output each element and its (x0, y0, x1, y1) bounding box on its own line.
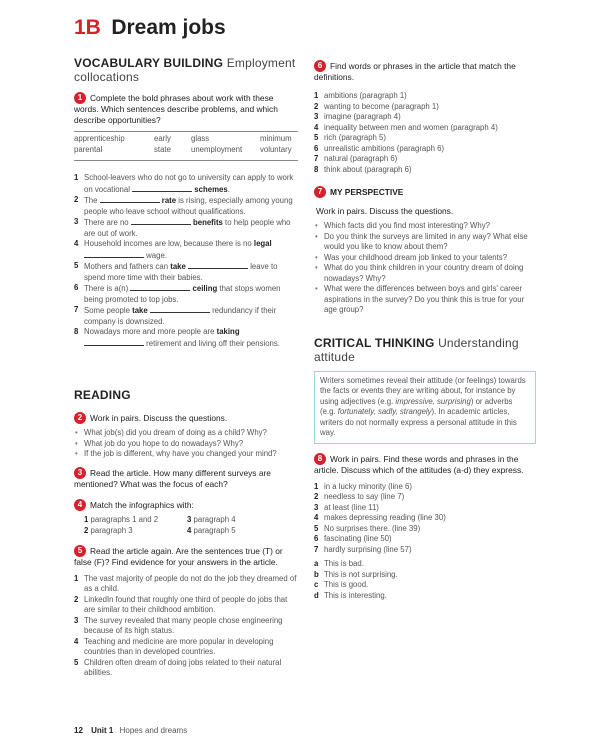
word: unemployment (191, 145, 243, 154)
list-item: 1 School-leavers who do not go to university can apply to work on vocational schemes. (74, 173, 294, 194)
footer-unit: Unit 1 (91, 726, 114, 735)
my-perspective-heading: 7 MY PERSPECTIVE (314, 186, 536, 198)
list-item: • Was your childhood dream job linked to your talents? (314, 253, 536, 264)
unit-heading (74, 16, 226, 40)
vocab-subtitle: Employment (226, 56, 296, 70)
list-item: 2 needless to say (line 7) (314, 492, 405, 501)
exercise-number-badge: 7 (314, 186, 326, 198)
attitude-phrases-list (314, 482, 536, 556)
reading-section (74, 388, 298, 679)
perspective-questions (314, 221, 536, 316)
list-item: 4 Teaching and medicine are more popular in developing countries than in developed countries. (74, 636, 274, 656)
list-item: • What were the differences between boys and girls' career aspirations in the survey? Do you think this is true for your age group? (314, 284, 536, 316)
word: state (154, 145, 171, 154)
exercise-number-badge: 5 (74, 545, 86, 557)
infographic-match-list (74, 515, 298, 539)
page-footer (74, 726, 187, 735)
word: minimum (260, 134, 292, 143)
list-item: 5 Children often dream of doing jobs related to their natural abilities. (74, 657, 282, 677)
list-item: 5 No surprises there. (line 39) (314, 523, 421, 533)
list-item: b This is not surprising. (314, 569, 398, 579)
reading-title: READING (74, 388, 131, 402)
list-item: 7 Some people take redundancy if their company is downsized. (74, 305, 277, 326)
list-item: 3 paragraph 4 (187, 514, 236, 524)
list-item: 2 paragraph 3 (84, 525, 133, 535)
vocab-subtitle2: collocations (74, 70, 140, 84)
vocab-title: VOCABULARY BUILDING (74, 56, 224, 70)
list-item: • If the job is different, why have you changed your mind? (74, 449, 298, 460)
list-item: • Do you think the surveys are limited in any way? What else would you like to know about them? (314, 232, 536, 253)
word: early (154, 134, 171, 143)
exercise-3-instruction: 3 Read the article. How many different surveys are mentioned? What was the focus of each? (74, 467, 271, 489)
exercise-1-instruction: 1 Complete the bold phrases about work with these words. Which sentences describe problems, and which describe opportunities? (74, 93, 278, 125)
list-item: 4 paragraph 5 (187, 525, 236, 535)
page-title: Dream jobs (111, 16, 226, 39)
exercise-8-instruction: 8 Work in pairs. Find these words and phrases in the article. Discuss which of the attitudes (a-d) they express. (314, 453, 524, 475)
list-item: d This is interesting. (314, 590, 387, 600)
list-item: 1 paragraphs 1 and 2 (84, 514, 159, 524)
list-item: 6 unrealistic ambitions (paragraph 6) (314, 143, 445, 153)
exercise-number-badge: 1 (74, 92, 86, 104)
list-item: • Which facts did you find most interesting? Why? (314, 221, 536, 232)
vocab-sentences-list (74, 173, 298, 349)
list-item: 6 There is a(n) ceiling that stops women being promoted to top jobs. (74, 283, 281, 304)
right-column (314, 60, 536, 601)
footer-title: Hopes and dreams (119, 726, 188, 735)
page-number: 12 (74, 726, 83, 735)
list-item: 1 ambitions (paragraph 1) (314, 91, 407, 100)
list-item: 2 The rate is rising, especially among young people who leave school without qualifications. (74, 195, 293, 216)
exercise-7-instruction: Work in pairs. Discuss the questions. (316, 206, 454, 216)
list-item: 1 The vast majority of people do not do the job they dreamed of as a child. (74, 573, 297, 593)
word: apprenticeship (74, 134, 125, 143)
exercise-2-instruction: 2 Work in pairs. Discuss the questions. (74, 412, 298, 424)
list-item: • What do you think children in your country dream of doing nowadays? Why? (314, 263, 536, 284)
exercise-number-badge: 2 (74, 412, 86, 424)
exercise-6-instruction: 6 Find words or phrases in the article that match the definitions. (314, 61, 516, 82)
list-item: 8 Nowadays more and more people are taking retirement and living off their pensions. (74, 327, 280, 348)
critical-thinking-heading: CRITICAL THINKING Understanding attitude (314, 335, 519, 364)
attitudes-list (314, 559, 536, 601)
list-item: 4 inequality between men and women (paragraph 4) (314, 122, 498, 132)
list-item: 3 The survey revealed that many people chose engineering because of its high status. (74, 615, 283, 635)
list-item: c This is good. (314, 580, 369, 589)
list-item: 4 Household incomes are low, because there is no legal wage. (74, 239, 272, 260)
list-item: 5 Mothers and fathers can take leave to spend more time with their babies. (74, 261, 278, 282)
list-item: a This is bad. (314, 559, 364, 568)
list-item: 1 in a lucky minority (line 6) (314, 481, 412, 491)
exercise-5-instruction: 5 Read the article again. Are the sentences true (T) or false (F)? Find evidence for your answers in the article. (74, 545, 283, 567)
list-item: 3 at least (line 11) (314, 502, 379, 512)
list-item: 3 imagine (paragraph 4) (314, 112, 401, 121)
unit-code: 1B (74, 16, 101, 39)
critical-thinking-box: Writers sometimes reveal their attitude (or feelings) towards the facts or events they are writing about, for instance by using adjectives (e.g. impressive, surprising) or adverbs (e.g. fortunately, sadly, strangely). In academic articles, writers do not normally express a personal attitude in this way. (314, 371, 536, 444)
list-item: 2 LinkedIn found that roughly one third of people do jobs that are similar to their childhood ambition. (74, 594, 288, 614)
exercise-number-badge: 3 (74, 467, 86, 479)
word: voluntary (260, 145, 292, 154)
list-item: 3 There are no benefits to help people who are out of work. (74, 217, 291, 238)
definitions-list (314, 91, 536, 175)
vocabulary-section (74, 56, 298, 349)
list-item: 5 rich (paragraph 5) (314, 133, 386, 142)
list-item: • What job(s) did you dream of doing as a child? Why? (74, 428, 298, 439)
word: parental (74, 145, 103, 154)
exercise-number-badge: 8 (314, 453, 326, 465)
list-item: 4 makes depressing reading (line 30) (314, 513, 446, 522)
list-item: 6 fascinating (line 50) (314, 534, 392, 543)
list-item: 2 wanting to become (paragraph 1) (314, 101, 439, 111)
list-item: • What job do you hope to do nowadays? Why? (74, 439, 298, 450)
list-item: 7 natural (paragraph 6) (314, 154, 398, 163)
word: glass (191, 134, 210, 143)
list-item: 8 think about (paragraph 6) (314, 164, 412, 174)
exercise-number-badge: 6 (314, 60, 326, 72)
exercise-number-badge: 4 (74, 499, 86, 511)
word-box (74, 131, 298, 161)
list-item: 7 hardly surprising (line 57) (314, 544, 412, 554)
true-false-list (74, 574, 298, 679)
discussion-questions (74, 428, 298, 460)
exercise-4-instruction: 4 Match the infographics with: (74, 499, 298, 511)
